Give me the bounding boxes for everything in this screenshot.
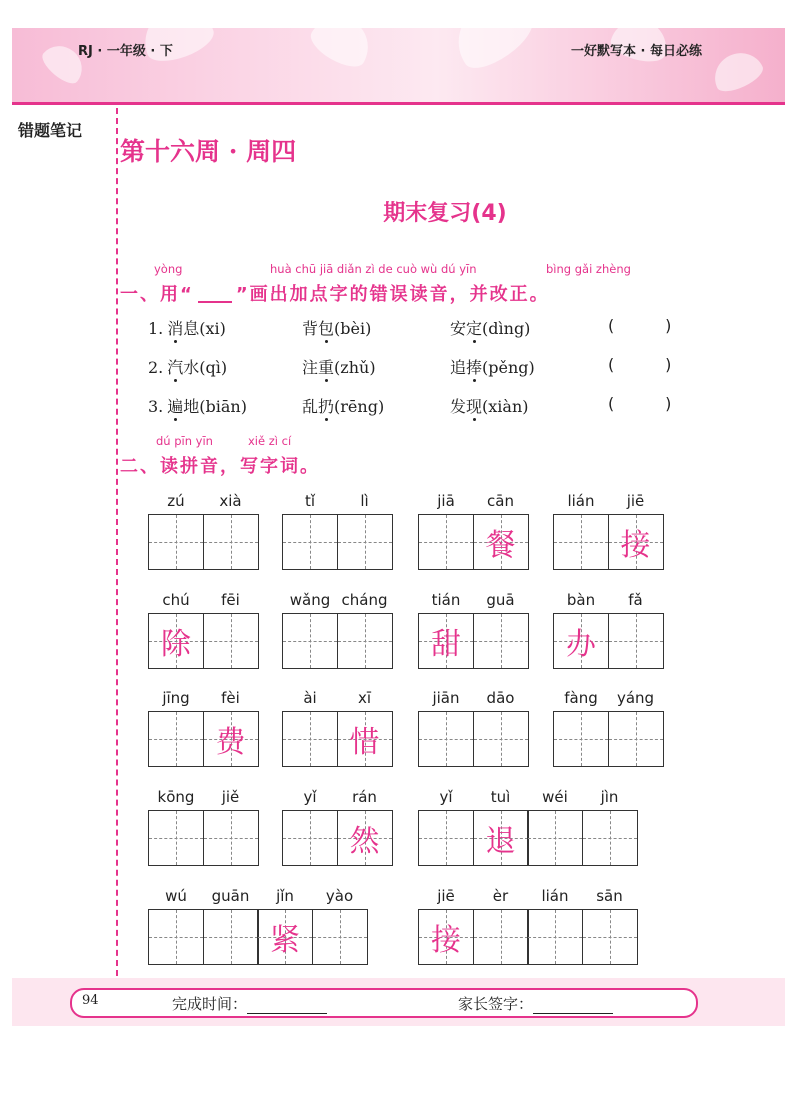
word-text: 地(biān) <box>183 397 247 416</box>
pinyin-label: jiē <box>437 887 455 905</box>
writing-cell[interactable] <box>418 514 474 570</box>
writing-grid <box>282 514 393 570</box>
writing-grid <box>148 909 368 965</box>
pinyin-label: kōng <box>157 788 195 806</box>
answer-parentheses[interactable]: ( ) <box>608 316 672 335</box>
pinyin-label: yào <box>325 887 354 905</box>
writing-cell[interactable] <box>282 613 338 669</box>
writing-grid <box>418 514 529 570</box>
writing-cell[interactable] <box>282 514 338 570</box>
pinyin-label: jǐn <box>276 887 294 905</box>
writing-cell[interactable] <box>203 613 259 669</box>
pinyin-label: èr <box>492 887 509 905</box>
pinyin-label: yǐ <box>303 788 317 806</box>
word-text: 息(xi) <box>183 319 226 338</box>
word-item <box>302 394 384 417</box>
pinyin-label: cān <box>487 492 514 510</box>
dotted-character: 消 <box>167 319 184 338</box>
writing-cell[interactable] <box>473 711 529 767</box>
writing-cell[interactable] <box>527 810 583 866</box>
pinyin-label: wú <box>165 887 187 905</box>
word-text: (dìng) <box>482 319 531 338</box>
given-character: 惜 <box>349 725 380 760</box>
question-number: 3. <box>148 397 164 416</box>
writing-grid <box>553 613 664 669</box>
word-text: 背 <box>302 319 319 338</box>
word-item <box>302 355 376 378</box>
writing-cell[interactable] <box>203 909 259 965</box>
pinyin-label: jiē <box>626 492 645 510</box>
pinyin-label: guān <box>211 887 250 905</box>
pinyin-label: cháng <box>341 591 388 609</box>
pinyin-label: jiě <box>221 788 240 806</box>
pinyin-label: tuì <box>490 788 511 806</box>
pinyin-label: ài <box>303 689 317 707</box>
dotted-character: 捧 <box>466 358 483 377</box>
pinyin-label: dāo <box>486 689 515 707</box>
given-character: 餐 <box>485 528 516 563</box>
pinyin-label: lì <box>360 492 369 510</box>
word-item <box>302 316 371 339</box>
pinyin-label: tǐ <box>304 492 316 510</box>
given-character: 紧 <box>270 923 300 958</box>
writing-grid <box>148 711 259 767</box>
writing-grid <box>553 514 664 570</box>
given-character: 除 <box>161 627 191 662</box>
parent-signature-field[interactable] <box>533 1013 613 1014</box>
word-text: (zhǔ) <box>334 358 376 377</box>
section1-pinyin-1: yòng <box>154 262 183 276</box>
pinyin-label: guā <box>486 591 515 609</box>
writing-cell[interactable] <box>473 810 529 866</box>
writing-grid <box>418 810 638 866</box>
word-text: 水(qì) <box>183 358 228 377</box>
writing-cell[interactable] <box>203 711 259 767</box>
writing-cell[interactable] <box>148 711 204 767</box>
word-text: 乱 <box>302 397 319 416</box>
section1-pinyin-3: bìng gǎi zhèng <box>546 262 631 276</box>
given-character: 接 <box>431 923 461 958</box>
pinyin-label: jiān <box>432 689 460 707</box>
header-divider <box>12 102 785 105</box>
writing-grid <box>553 711 664 767</box>
writing-cell[interactable] <box>473 909 529 965</box>
writing-cell[interactable] <box>418 810 474 866</box>
section2-pinyin-2: xiě zì cí <box>248 434 292 448</box>
writing-cell[interactable] <box>257 909 313 965</box>
pinyin-label: bàn <box>566 591 596 609</box>
completion-time: 完成时间： <box>172 993 327 1014</box>
word-text: 安 <box>450 319 467 338</box>
writing-grid <box>418 909 638 965</box>
parent-signature: 家长签字： <box>458 993 613 1014</box>
dotted-character: 包 <box>318 319 335 338</box>
dotted-character: 现 <box>466 397 483 416</box>
pinyin-label: fǎ <box>628 591 643 609</box>
writing-cell[interactable] <box>418 711 474 767</box>
word-item <box>450 394 529 417</box>
pinyin-label: lián <box>567 492 595 510</box>
pinyin-label: wǎng <box>289 591 331 609</box>
writing-cell[interactable] <box>608 514 664 570</box>
writing-cell[interactable] <box>553 514 609 570</box>
given-character: 退 <box>485 824 516 859</box>
writing-cell[interactable] <box>282 711 338 767</box>
pinyin-label: jīng <box>162 689 190 707</box>
pinyin-label: yáng <box>616 689 655 707</box>
word-text: 发 <box>450 397 467 416</box>
given-character: 然 <box>349 824 380 859</box>
writing-grid <box>418 613 529 669</box>
pinyin-label: fēi <box>221 591 240 609</box>
given-character: 费 <box>215 725 246 760</box>
word-text: (rēng) <box>334 397 385 416</box>
section2-heading: 二、读拼音，写字词。 <box>120 456 320 477</box>
pinyin-label: xī <box>357 689 372 707</box>
word-text: 注 <box>302 358 319 377</box>
writing-cell[interactable] <box>608 613 664 669</box>
question-number: 1. <box>148 319 164 338</box>
pinyin-label: xià <box>219 492 242 510</box>
writing-grid <box>282 711 393 767</box>
pinyin-label: fàng <box>564 689 598 707</box>
pinyin-label: jiā <box>437 492 455 510</box>
writing-cell[interactable] <box>337 613 393 669</box>
writing-cell[interactable] <box>553 711 609 767</box>
writing-cell[interactable] <box>203 810 259 866</box>
writing-cell[interactable] <box>582 810 638 866</box>
word-item <box>450 355 535 378</box>
dotted-character: 遍 <box>167 397 184 416</box>
writing-cell[interactable] <box>312 909 368 965</box>
section2-pinyin-1: dú pīn yīn <box>156 434 213 448</box>
week-title: 第十六周 · 周四 <box>120 137 297 166</box>
writing-cell[interactable] <box>337 711 393 767</box>
word-text: (pěng) <box>482 358 535 377</box>
writing-cell[interactable] <box>282 810 338 866</box>
pinyin-label: lián <box>541 887 569 905</box>
lesson-title: 期末复习(4) <box>383 201 507 226</box>
writing-cell[interactable] <box>337 514 393 570</box>
writing-cell[interactable] <box>148 613 204 669</box>
writing-cell[interactable] <box>148 514 204 570</box>
pinyin-label: tián <box>431 591 461 609</box>
writing-cell[interactable] <box>148 810 204 866</box>
section1-pinyin-2: huà chū jiā diǎn zì de cuò wù dú yīn <box>270 262 477 276</box>
header-grade: RJ · 一年级 · 下 <box>78 44 173 59</box>
question-number: 2. <box>148 358 164 377</box>
section1-heading: 一、用“ ”画出加点字的错误读音，并改正。 <box>120 284 550 305</box>
page-number: 94 <box>82 993 99 1008</box>
writing-grid <box>282 810 393 866</box>
given-character: 接 <box>620 528 651 563</box>
pinyin-label: fèi <box>221 689 240 707</box>
header-brand: 一好默写本 · 每日必练 <box>571 44 702 59</box>
pinyin-label: wéi <box>542 788 568 806</box>
pinyin-label: yǐ <box>439 788 453 806</box>
word-text: (bèi) <box>334 319 372 338</box>
writing-cell[interactable] <box>148 909 204 965</box>
writing-grid <box>418 711 529 767</box>
writing-cell[interactable] <box>527 909 583 965</box>
word-item <box>148 316 226 339</box>
writing-cell[interactable] <box>418 613 474 669</box>
heading-blank-line <box>198 287 232 303</box>
word-item <box>148 355 227 378</box>
word-text: 追 <box>450 358 467 377</box>
writing-cell[interactable] <box>473 613 529 669</box>
margin-label: 错题笔记 <box>18 121 83 140</box>
dotted-character: 扔 <box>318 397 335 416</box>
writing-cell[interactable] <box>582 909 638 965</box>
pinyin-label: jìn <box>600 788 619 806</box>
word-item <box>450 316 530 339</box>
writing-grid <box>282 613 393 669</box>
dotted-character: 汽 <box>167 358 184 377</box>
writing-cell[interactable] <box>473 514 529 570</box>
writing-cell[interactable] <box>608 711 664 767</box>
answer-parentheses[interactable]: ( ) <box>608 394 672 413</box>
pinyin-label: rán <box>352 788 377 806</box>
writing-grid <box>148 810 259 866</box>
word-text: (xiàn) <box>482 397 529 416</box>
given-character: 办 <box>566 627 596 662</box>
pinyin-label: zú <box>167 492 185 510</box>
margin-dashed-divider <box>116 108 118 986</box>
completion-time-field[interactable] <box>247 1013 327 1014</box>
writing-grid <box>148 514 259 570</box>
writing-cell[interactable] <box>418 909 474 965</box>
writing-grid <box>148 613 259 669</box>
dotted-character: 定 <box>466 319 483 338</box>
writing-cell[interactable] <box>203 514 259 570</box>
pinyin-label: chú <box>162 591 190 609</box>
writing-cell[interactable] <box>553 613 609 669</box>
dotted-character: 重 <box>318 358 335 377</box>
answer-parentheses[interactable]: ( ) <box>608 355 672 374</box>
pinyin-label: sān <box>596 887 623 905</box>
given-character: 甜 <box>431 627 461 662</box>
writing-cell[interactable] <box>337 810 393 866</box>
word-item <box>148 394 247 417</box>
